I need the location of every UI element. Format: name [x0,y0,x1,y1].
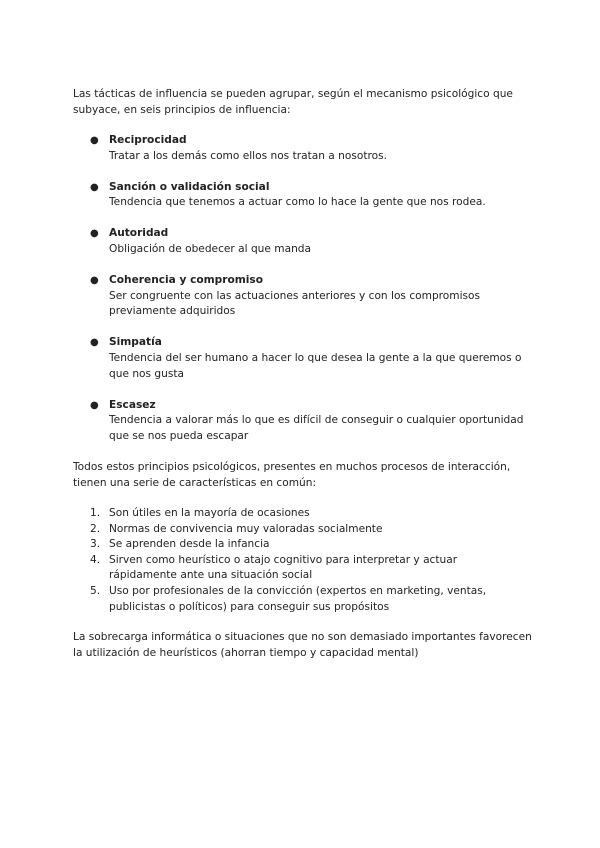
list-number: 4. [90,553,101,566]
list-item [0,537,509,553]
principle-title: Reciprocidad [109,134,187,146]
list-item-text: Uso por profesionales de la convicción (expertos en marketing, ventas, publicistas o políticos) para conseguir sus propósitos [109,584,487,613]
bullet-icon: ● [90,135,99,146]
principle-description: Tendencia que tenemos a actuar como lo hace la gente que nos rodea. [109,196,486,209]
principle-description: Obligación de obedecer al que manda [109,242,312,255]
principle-description: Tratar a los demás como ellos nos tratan a nosotros. [109,149,387,162]
list-item-reciprocidad [0,133,529,164]
bullet-icon: ● [90,399,99,411]
list-item-coherencia [0,273,529,320]
list-item-text: Sirven como heurístico o atajo cognitivo para interpretar y actuar rápidamente ante una situación social [109,553,458,582]
list-item-escasez [0,398,529,445]
principle-title: Sanción o validación social [109,180,270,193]
intro-paragraph: Las tácticas de influencia se pueden agrupar, según el mecanismo psicológico que subyace, en seis principios de influencia: [73,88,513,116]
principle-title: Autoridad [109,227,169,240]
list-number: 5. [90,584,101,597]
bullet-icon: ● [90,337,99,349]
bullet-icon: ● [90,228,99,240]
list-item [0,506,509,522]
list-number: 2. [90,522,101,535]
principles-list [0,133,600,460]
principle-description: Tendencia a valorar más lo que es difícil de conseguir o cualquier oportunidad que se nos pueda escapar [109,414,524,442]
list-item-simpatia [0,335,529,382]
list-item-text: Son útiles en la mayoría de ocasiones [109,507,310,519]
closing-paragraph: La sobrecarga informática o situaciones que no son demasiado importantes favorecen la utilización de heurísticos (ahorran tiempo y capacidad mental) [73,631,532,659]
characteristics-list [0,506,600,615]
bullet-icon: ● [90,275,99,287]
list-item [0,584,509,615]
principle-description: Tendencia del ser humano a hacer lo que desea la gente a la que queremos o que nos gusta [109,351,522,380]
list-item [0,553,509,584]
list-number: 3. [90,538,101,551]
principle-description: Ser congruente con las actuaciones anteriores y con los compromisos previamente adquiridos [109,289,481,318]
principle-title: Escasez [109,398,156,411]
bullet-icon: ● [90,181,99,193]
principle-title: Coherencia y compromiso [109,274,264,287]
list-item-autoridad [0,226,529,257]
list-number: 1. [90,507,101,519]
list-item-sancion [0,180,529,211]
principle-title: Simpatía [109,336,162,349]
list-item-text: Normas de convivencia muy valoradas socialmente [109,522,383,535]
characteristics-paragraph: Todos estos principios psicológicos, presentes en muchos procesos de interacción, tienen una serie de características en común: [73,461,511,489]
list-item-text: Se aprenden desde la infancia [109,538,270,551]
list-item [0,522,509,538]
